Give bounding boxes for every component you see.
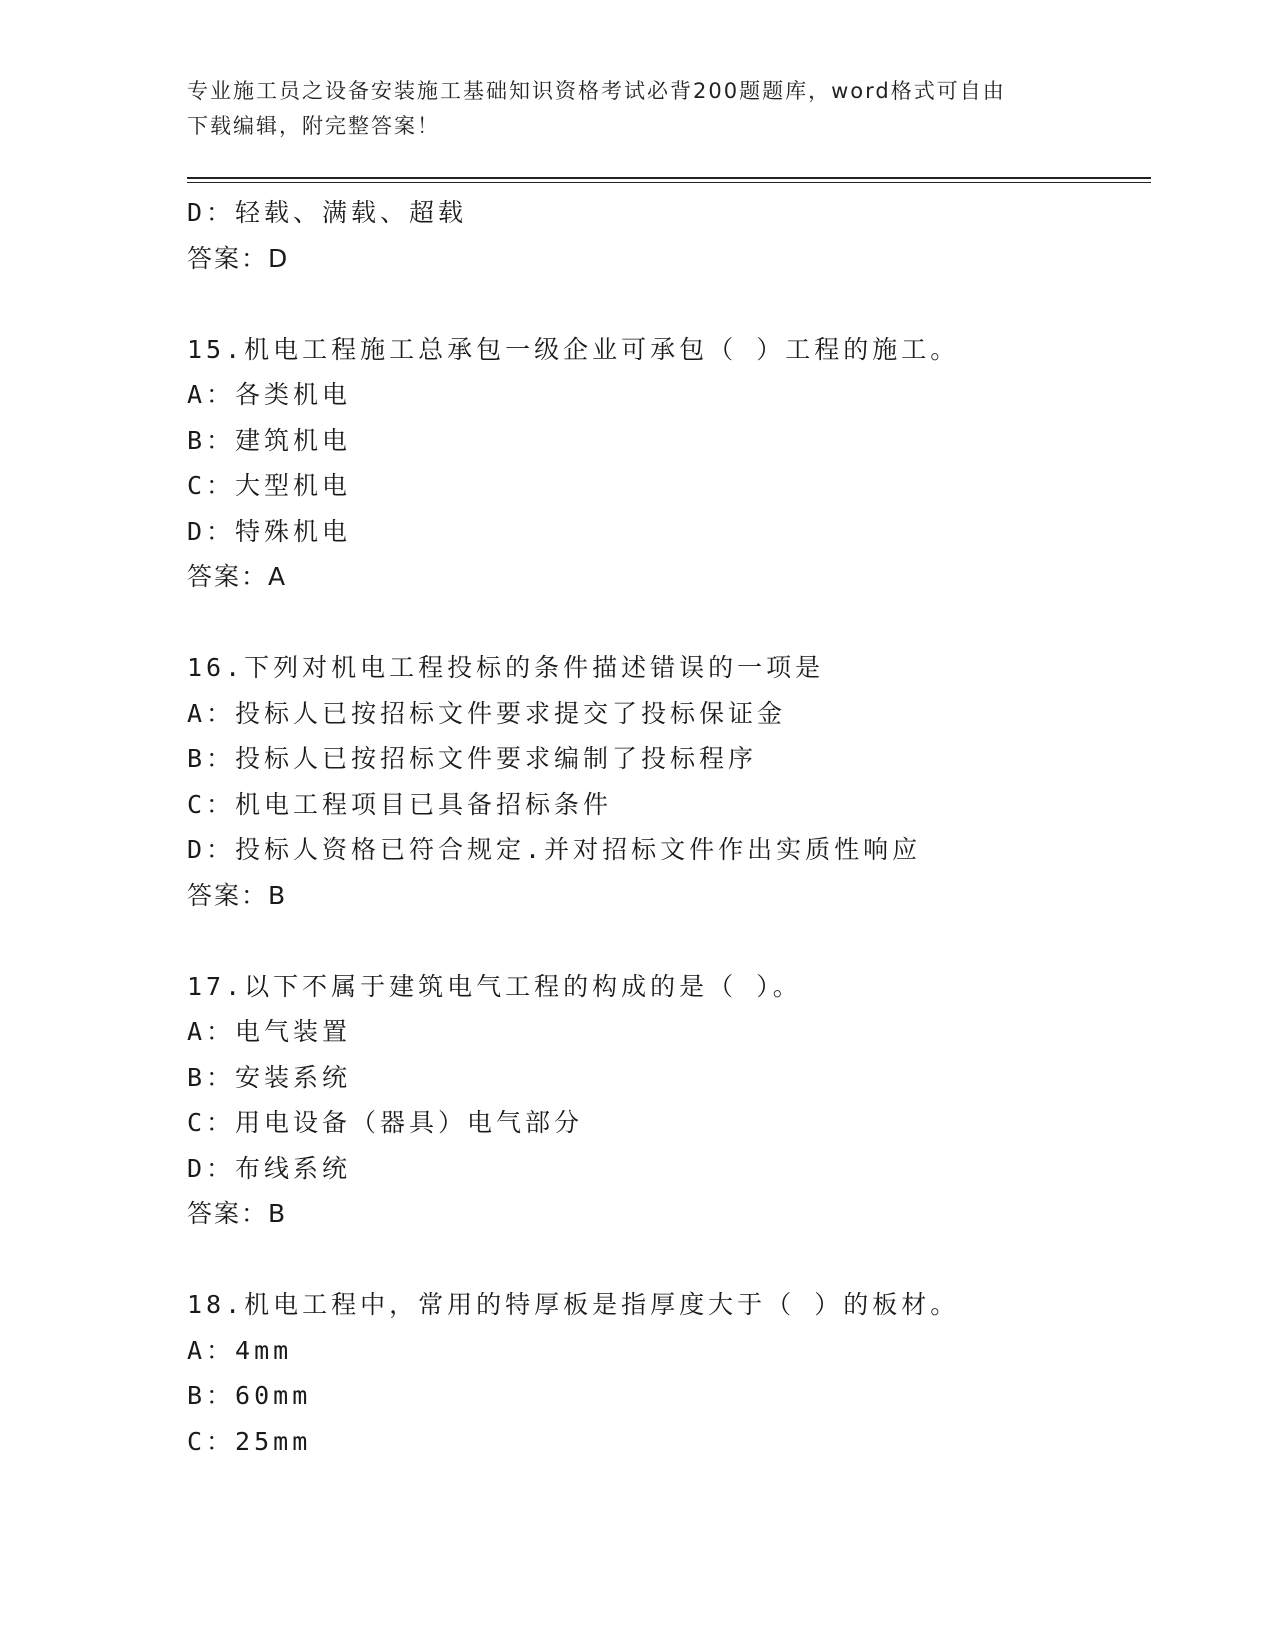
option-b: B：60mm [187, 1381, 312, 1410]
spacer [187, 918, 1147, 964]
header-divider-thick [187, 177, 1151, 179]
question-stem: 16.下列对机电工程投标的条件描述错误的一项是 [187, 653, 825, 682]
question-17 [187, 964, 1147, 1237]
header-line-1: 专业施工员之设备安装施工基础知识资格考试必背200题题库，word格式可自由 [187, 79, 1006, 103]
option-d: D：轻载、满载、超载 [187, 198, 468, 227]
question-15 [187, 327, 1147, 600]
option-a: A：电气装置 [187, 1017, 352, 1046]
spacer [187, 600, 1147, 646]
option-b: B：投标人已按招标文件要求编制了投标程序 [187, 744, 758, 773]
option-d: D：投标人资格已符合规定.并对招标文件作出实质性响应 [187, 835, 922, 864]
question-stem: 17.以下不属于建筑电气工程的构成的是（ ）。 [187, 971, 802, 1001]
option-c: C：机电工程项目已具备招标条件 [187, 789, 613, 819]
question-16 [187, 645, 1147, 918]
option-d: D：特殊机电 [187, 516, 352, 546]
question-list [187, 190, 1147, 1464]
answer-line: 答案：A [187, 562, 288, 591]
header-line-2: 下载编辑，附完整答案！ [187, 114, 440, 138]
option-b: B：安装系统 [187, 1062, 352, 1092]
option-a: A：投标人已按招标文件要求提交了投标保证金 [187, 698, 787, 728]
document-header [187, 74, 1087, 144]
option-a: A：各类机电 [187, 380, 352, 409]
question-stem: 15.机电工程施工总承包一级企业可承包（ ）工程的施工。 [187, 334, 960, 364]
option-c: C：25mm [187, 1426, 312, 1456]
option-a: A：4mm [187, 1335, 293, 1365]
answer-line: 答案：B [187, 1199, 288, 1228]
question-stem: 18.机电工程中，常用的特厚板是指厚度大于（ ）的板材。 [187, 1290, 960, 1319]
answer-line: 答案：D [187, 243, 290, 273]
header-divider-thin [187, 182, 1151, 183]
option-d: D：布线系统 [187, 1153, 352, 1183]
option-b: B：建筑机电 [187, 425, 352, 455]
option-c: C：用电设备（器具）电气部分 [187, 1108, 584, 1137]
question-18 [187, 1282, 1147, 1464]
answer-line: 答案：B [187, 880, 288, 910]
option-c: C：大型机电 [187, 471, 352, 500]
spacer [187, 1237, 1147, 1283]
spacer [187, 281, 1147, 327]
